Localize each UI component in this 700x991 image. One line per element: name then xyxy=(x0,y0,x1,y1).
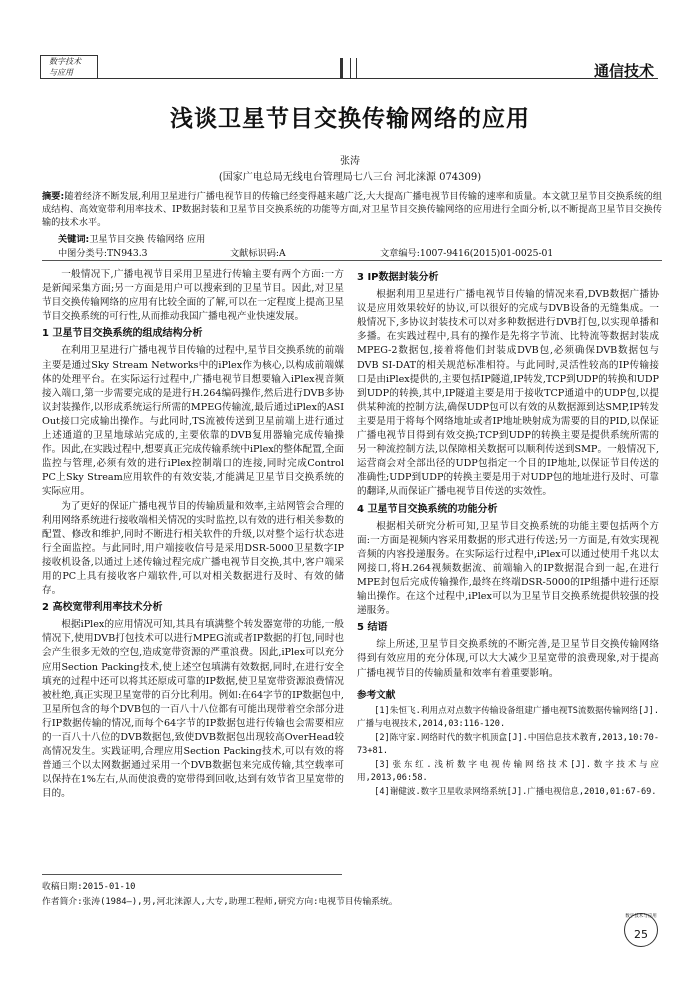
section-3-paragraph: 根据利用卫星进行广播电视节目传输的情况来看,DVB数据广播协议是应用效果较好的协议,可以很好的完成与DVB设备的无缝集成。一般情况下,多协议封装技术可以对多种数据进行DVB打包,以实现单播和多播。在实践过程中,具有的操作是先将字节流、比特流等数据封装成MPEG-2数据包,接着将他们封装成DVB包,必须确保DVB数据包与DVB SI-DAT的相关规范标准相符。与此同时,灵活性较高的IP传输接口是由iPlex提供的,主要包括IP隧道,IP转发,TCP到UDP的转换和UDP到UDP的转换,其中,IP隧道主要是用于接收TCP通道中的UDP包,以提供某种流的控制方法,确保UDP包可以有效的从数据源到达SMP,IP转发主要是用于将每个网络地址或者IP地址映射成为需要的目的PID,以保证广播电视节目得到有效交换;TCP到UDP的转换主要是提供系统所需的另一种流控制方法,以保障相关数据可以顺利传送到SMP。一般情况下,运营商会对全部出径的UDP包指定一个目的IP地址,以保证节目传送的准确性;UDP到UDP的转换主要是用于对UDP包的地址进行及时、可靠的翻译,从而保证广播电视节目传送的实效性。 xyxy=(357,289,659,498)
intro-paragraph: 一般情况下,广播电视节目采用卫星进行传输主要有两个方面:一方是新闻采集方面;另一方面是用户可以搜索到的卫星节目。因此,对卫星节目交换传输网络的应用有比较全面的了解,可以在一定程度上提高卫星节目交换系统的可行性,从而推动我国广播电视产业快速发展。 xyxy=(42,269,344,323)
reference-item: [1]朱恒飞.利用点对点数字传输设备组建广播电视TS流数据传输网络[J].广播与电视技术,2014,03:116-120. xyxy=(357,705,659,730)
abstract xyxy=(42,190,662,229)
abstract-rule xyxy=(42,260,662,261)
footnote xyxy=(42,880,398,910)
logo-line-1: 数字技术 xyxy=(49,57,81,66)
article-number: 文章编号:1007-9416(2015)01-0025-01 xyxy=(380,248,554,259)
right-column xyxy=(357,268,659,799)
section-4-heading: 4 卫星节目交换系统的功能分析 xyxy=(357,503,498,515)
journal-logo xyxy=(40,55,98,79)
received-date: 收稿日期:2015-01-10 xyxy=(42,882,136,892)
footnote-rule xyxy=(42,874,342,875)
reference-item: [3]张东红.浅析数字电视传输网络技术[J].数字技术与应用,2013,06:58. xyxy=(357,759,659,784)
page-badge-label: 数字技术与应用 xyxy=(625,914,657,919)
section-5-heading: 5 结语 xyxy=(357,622,388,634)
reference-item: [4]谢健波.数字卫星收录网络系统[J].广播电视信息,2010,01:67-69. xyxy=(374,786,657,797)
article-title: 浅谈卫星节目交换传输网络的应用 xyxy=(170,105,530,132)
section-2-heading: 2 高校宽带利用率技术分析 xyxy=(42,602,163,614)
author-name: 张涛 xyxy=(340,156,360,167)
section-name: 通信技术 xyxy=(593,62,654,80)
left-column xyxy=(42,268,344,801)
keywords-label: 关键词: xyxy=(58,234,90,245)
page-number: 25 xyxy=(634,928,648,941)
section-4-paragraph: 根据相关研究分析可知,卫星节目交换系统的功能主要包括两个方面:一方面是视频内容采用数据的形式进行传送;另一方面是,有效实现视音频的内容投递服务。在实际运行过程中,iPlex可以通过使用千兆以太网接口,将H.264视频数据流、前端输入的IP数据混合到一起,在进行MPE封包后完成传输操作,最终在终端DSR-5000的IP组播中进行还原输出操作。在这个过程中,iPlex可以为卫星节目交换系统提供较强的投递服务。 xyxy=(357,520,659,617)
section-2-paragraph: 根据iPlex的应用情况可知,其具有填满整个转发器宽带的功能,一般情况下,使用DVB打包技术可以进行MPEG流或者IP数据的打包,同时也会产生很多无效的空包,造成宽带资源的严重浪费。因此,iPlex可以充分应用Section Packing技术,使上述空包填满有效数据,同时,在进行安全填充的过程中还可以将其还原成可靠的IP数据,使卫星宽带资源浪费情况被杜绝,真正实现卫星宽带的百分比利用。例如:在64字节的IP数据包中,卫星所包含的每个DVB包的一百八十八位都有可能出现带着空余部分进行IP数据传输的情况,而每个64字节的IP数据包进行传输也会需要相应的一百八十八位的DVB数据包,致使DVB数据包出现较高OverHead较高情况发生。实践证明,合理应用Section Packing技术,可以有效的将普通三个以太网数据通过采用一个DVB数据包来完成传输,其空载率可以保持在1%左右,从而使浪费的宽带得到回收,达到有效节省卫星宽带的目的。 xyxy=(42,619,344,800)
references-heading: 参考文献 xyxy=(357,689,396,701)
keywords-text: 卫星节目交换 传输网络 应用 xyxy=(89,234,206,245)
header-divider-bar xyxy=(350,58,351,78)
section-1-paragraph: 在利用卫星进行广播电视节目传输的过程中,星节目交换系统的前端主要是通过Sky Stream Networks中的iPlex作为核心,以构成前端媒体的处理平台。在实际运行过程中,广播电视节目想要输入iPlex视音频接入端口,第一步需要完成的是进行H.264编码操作,然后进行DVB多协议封装操作,以形成系统运行所需的MPEG传输流,最后通过iPlex的ASI Out接口完成输出操作。与此同时,TS流被传送到卫星前端上进行通过上述通道的卫星地球站完成的,主要依靠的DVB复用器输完成传输操作。因此,在实践过程中,想要真正完成传输系统中iPlex的整体配置,全面监控与管理,必须有效的进行iPlex控制端口的连接,同时完成Control PC上Sky Stream应用软件的有效安装,才能满足卫星节目交换系统的实际应用。 xyxy=(42,345,344,498)
document-code: 文献标识码:A xyxy=(230,248,286,259)
section-1-heading: 1 卫星节目交换系统的组成结构分析 xyxy=(42,328,203,340)
header-rule xyxy=(98,78,658,79)
keywords xyxy=(58,231,205,245)
clc-number: 中图分类号:TN943.3 xyxy=(58,248,148,259)
section-1-paragraph: 为了更好的保证广播电视节目的传输质量和效率,主站网管会合理的利用网络系统进行接收端相关情况的实时监控,以有效的进行相关参数的配置、修改和维护,同时不断进行相关软件的升级,以对整个运行状态进行全面监控。与此同时,用户端接收信号是采用DSR-5000卫星数字IP接收机设备,以通过上述传输过程完成广播电视节目交换,其中,客户端采用的PC上具有接收客户端软件,可以对相关数据进行及时、有效的储存。 xyxy=(42,500,344,597)
header-divider-bar xyxy=(340,58,343,78)
abstract-label: 摘要: xyxy=(42,191,65,202)
reference-item: [2]陈守家.网络时代的数字机顶盒[J].中国信息技术教育,2013,10:70-73+81. xyxy=(357,732,659,757)
author-bio: 作者简介:张涛(1984—),男,河北涞源人,大专,助理工程师,研究方向:电视节目传输系统。 xyxy=(42,897,398,907)
section-3-heading: 3 IP数据封装分析 xyxy=(357,272,439,283)
abstract-text: 随着经济不断发展,利用卫星进行广播电视节目的传输已经变得越来越广泛,大大提高广播电视节目传输的速率和质量。本文就卫星节目交换系统的组成结构、高效宽带利用率技术、IP数据封装和卫星节目交换系统的功能等方面,对卫星节目交换传输网络的应用进行全面分析,以不断提高卫星节目交换传输的技术水平。 xyxy=(42,191,662,228)
section-5-paragraph: 综上所述,卫星节目交换系统的不断完善,是卫星节目交换传输网络得到有效应用的充分体现,可以大大减少卫星宽带的浪费现象,对于提高广播电视节目的传输质量和效率有着重要影响。 xyxy=(357,639,659,679)
header-divider-bar xyxy=(356,58,357,78)
author-affiliation: (国家广电总局无线电台管理局七八三台 河北涞源 074309) xyxy=(218,172,482,183)
logo-line-2: 与应用 xyxy=(49,68,73,77)
